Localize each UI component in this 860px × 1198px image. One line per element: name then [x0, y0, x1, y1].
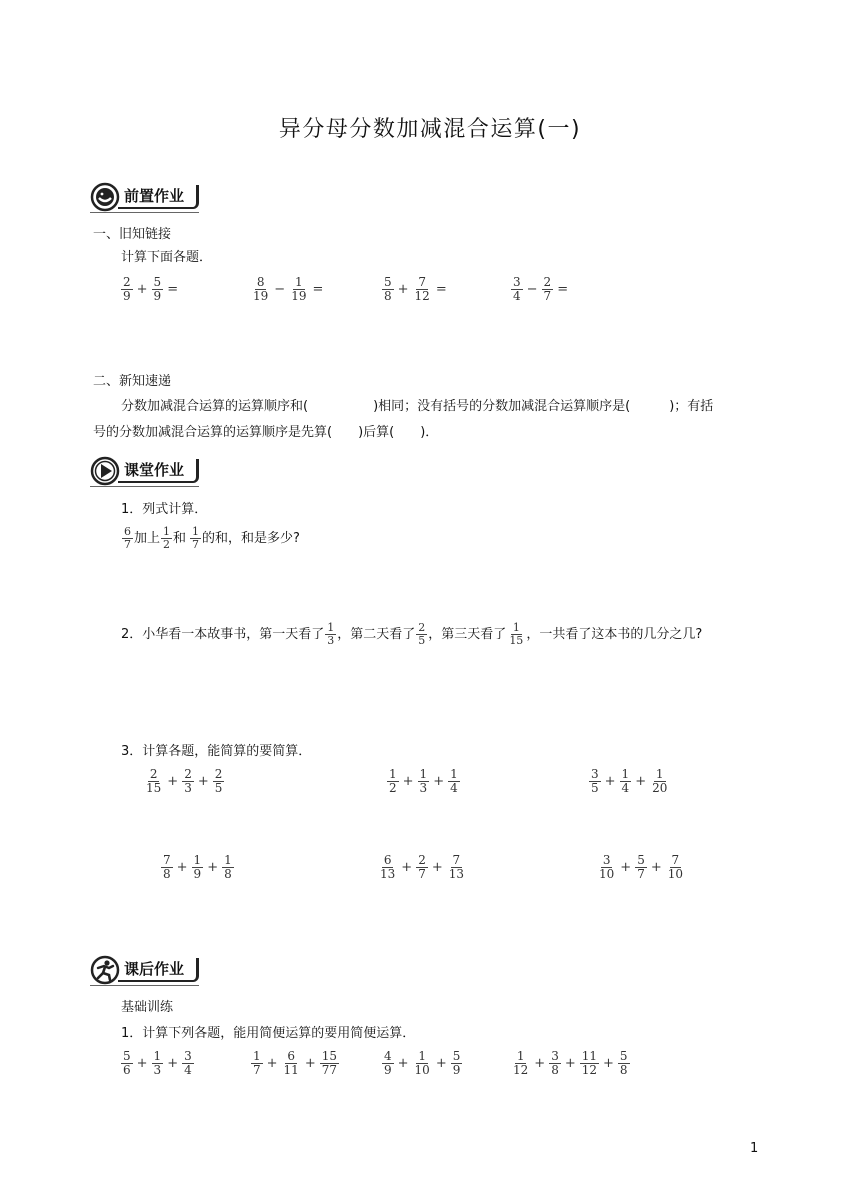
section-label-class: 课堂作业 — [118, 459, 199, 483]
denominator: 6 — [123, 1063, 131, 1077]
denominator: 12 — [414, 289, 430, 303]
numerator: 5 — [123, 1049, 131, 1063]
pre-expression — [381, 276, 450, 303]
class-q3-expression — [160, 854, 235, 881]
operator: + — [167, 1056, 179, 1071]
q2-text: 2．小华看一本故事书，第一天看了 — [121, 626, 325, 642]
equals-sign: = — [557, 282, 569, 297]
runner-icon — [90, 955, 120, 985]
denominator: 7 — [418, 867, 426, 881]
fraction: $\frac{1}{15}$ — [509, 621, 524, 647]
numerator: 1 — [419, 767, 428, 781]
pre-expression — [120, 276, 181, 303]
numerator: 1 — [295, 275, 303, 289]
operator: + — [604, 774, 616, 789]
denominator: 5 — [214, 781, 223, 795]
denominator: 19 — [291, 289, 307, 303]
operator: + — [304, 1056, 316, 1071]
section-header-class — [90, 456, 199, 486]
part2-line2: 号的分数加减混合运算的运算顺序是先算( )后算( )． — [93, 425, 439, 440]
fraction — [320, 1050, 339, 1077]
numerator: 5 — [637, 853, 645, 867]
operator: + — [197, 774, 209, 789]
denominator: 10 — [599, 867, 615, 881]
numerator: 1 — [153, 1049, 162, 1063]
denominator: 9 — [384, 1063, 392, 1077]
numerator: 7 — [418, 275, 426, 289]
numerator: 3 — [513, 275, 521, 289]
denominator: 19 — [253, 289, 269, 303]
fraction — [121, 1050, 133, 1077]
operator: + — [402, 774, 414, 789]
class-q3-expression — [143, 768, 225, 795]
fraction: $\frac{1}{3}$ — [327, 621, 335, 647]
operator: + — [564, 1056, 576, 1071]
operator: + — [620, 860, 632, 875]
numerator: 6 — [287, 1049, 295, 1063]
fraction — [542, 276, 554, 303]
numerator: 6 — [383, 853, 392, 867]
numerator: 7 — [163, 853, 171, 867]
numerator: 8 — [256, 275, 265, 289]
smile-icon — [90, 182, 120, 212]
denominator: 13 — [448, 867, 465, 881]
fraction — [144, 768, 163, 795]
fraction — [182, 1050, 194, 1077]
fraction — [549, 1050, 561, 1077]
section-header-pre — [90, 182, 199, 212]
fraction — [416, 854, 428, 881]
numerator: 1 — [516, 1049, 525, 1063]
operator: + — [603, 1056, 614, 1071]
numerator: 15 — [321, 1049, 338, 1063]
numerator: 1 — [389, 767, 397, 781]
fraction — [447, 854, 466, 881]
denominator: 4 — [621, 781, 630, 795]
denominator: 20 — [652, 781, 668, 795]
operator: + — [435, 1056, 447, 1071]
fraction — [620, 768, 632, 795]
denominator: 8 — [163, 867, 171, 881]
denominator: 4 — [450, 781, 458, 795]
denominator: 3 — [419, 781, 428, 795]
denominator: 8 — [619, 1063, 628, 1077]
class-q1-label: 1．列式计算． — [121, 502, 208, 517]
fraction — [589, 768, 601, 795]
denominator: 7 — [543, 289, 552, 303]
denominator: 8 — [551, 1063, 559, 1077]
numerator: 5 — [619, 1049, 628, 1063]
q2-text: ，一共看了这本书的几分之几? — [526, 626, 703, 642]
denominator: 77 — [321, 1063, 338, 1077]
class-q1-body — [121, 526, 300, 551]
play-icon — [90, 456, 120, 486]
fraction — [413, 1050, 432, 1077]
denominator: 10 — [414, 1063, 430, 1077]
denominator: 9 — [193, 867, 202, 881]
fraction — [451, 1050, 463, 1077]
operator: + — [266, 1056, 278, 1071]
denominator: 9 — [452, 1063, 461, 1077]
operator: + — [167, 774, 179, 789]
part2-line1: 分数加减混合运算的运算顺序和( )相同；没有括号的分数加减混合运算顺序是( )；有括 — [121, 399, 714, 414]
numerator: 11 — [581, 1049, 598, 1063]
denominator: 13 — [380, 867, 396, 881]
fraction — [618, 1050, 630, 1077]
q1-text: 和 — [173, 530, 187, 546]
fraction — [418, 768, 430, 795]
part2-heading: 二、新知速递 — [93, 374, 172, 389]
denominator: 10 — [667, 867, 684, 881]
operator: + — [401, 860, 413, 875]
denominator: 11 — [283, 1063, 299, 1077]
fraction — [511, 1050, 530, 1077]
numerator: 5 — [153, 275, 162, 289]
fraction — [650, 768, 669, 795]
operator: + — [635, 774, 647, 789]
fraction — [413, 276, 432, 303]
equals-sign: = — [167, 282, 179, 297]
numerator: 3 — [602, 853, 611, 867]
pre-expression — [250, 276, 326, 303]
denominator: 12 — [513, 1063, 529, 1077]
numerator: 1 — [655, 767, 664, 781]
q1-text: 的和，和是多少? — [202, 530, 300, 546]
numerator: 3 — [551, 1049, 559, 1063]
denominator: 12 — [581, 1063, 598, 1077]
fraction — [511, 276, 523, 303]
operator: + — [534, 1056, 546, 1071]
numerator: 7 — [671, 853, 680, 867]
section-label-pre: 前置作业 — [118, 185, 199, 209]
fraction — [448, 768, 460, 795]
denominator: 8 — [224, 867, 232, 881]
numerator: 1 — [253, 1049, 261, 1063]
fraction — [152, 276, 164, 303]
fraction — [251, 276, 270, 303]
denominator: 5 — [591, 781, 599, 795]
numerator: 2 — [543, 275, 552, 289]
denominator: 2 — [389, 781, 397, 795]
fraction — [213, 768, 225, 795]
operator: − — [526, 282, 538, 297]
denominator: 7 — [637, 867, 645, 881]
fraction — [121, 276, 133, 303]
numerator: 3 — [591, 767, 599, 781]
basic-training-label: 基础训练 — [121, 1000, 174, 1015]
fraction — [378, 854, 397, 881]
fraction — [597, 854, 616, 881]
fraction — [580, 1050, 599, 1077]
numerator: 5 — [384, 275, 392, 289]
q2-text: ，第三天看了 — [428, 626, 507, 642]
operator: + — [431, 860, 443, 875]
denominator: 3 — [184, 781, 192, 795]
operator: + — [176, 860, 188, 875]
denominator: 3 — [153, 1063, 162, 1077]
section-label-after: 课后作业 — [118, 958, 199, 982]
denominator: 7 — [253, 1063, 261, 1077]
fraction — [387, 768, 399, 795]
denominator: 9 — [153, 289, 162, 303]
part1-heading: 一、旧知链接 — [93, 227, 172, 242]
denominator: 4 — [513, 289, 521, 303]
class-q3-expression — [386, 768, 461, 795]
fraction: $\frac{1}{2}$ — [163, 525, 171, 551]
page-number: 1 — [750, 1141, 759, 1156]
q2-text: ，第二天看了 — [337, 626, 416, 642]
class-q2 — [121, 622, 702, 647]
class-q3-label: 3．计算各题，能简算的要简算． — [121, 744, 312, 759]
section-header-after — [90, 955, 199, 985]
equals-sign: = — [435, 282, 447, 297]
fraction: $\frac{1}{7}$ — [192, 525, 200, 551]
fraction — [161, 854, 173, 881]
numerator: 1 — [193, 853, 202, 867]
class-q3-expression — [588, 768, 670, 795]
denominator: 8 — [384, 289, 392, 303]
homework-q1-label: 1．计算下列各题，能用简便运算的要用简便运算． — [121, 1026, 416, 1041]
numerator: 2 — [214, 767, 223, 781]
numerator: 1 — [224, 853, 232, 867]
fraction: $\frac{6}{7}$ — [124, 525, 131, 551]
fraction — [666, 854, 685, 881]
fraction — [635, 854, 647, 881]
operator: + — [136, 1056, 148, 1071]
fraction — [282, 1050, 301, 1077]
numerator: 2 — [418, 853, 426, 867]
equals-sign: = — [312, 282, 324, 297]
operator: + — [397, 282, 409, 297]
homework-expression — [120, 1050, 195, 1077]
numerator: 1 — [418, 1049, 426, 1063]
fraction — [182, 768, 194, 795]
fraction: $\frac{2}{5}$ — [418, 621, 426, 647]
fraction — [382, 276, 394, 303]
denominator: 4 — [184, 1063, 192, 1077]
q1-text: 加上 — [134, 530, 161, 546]
numerator: 3 — [184, 1049, 192, 1063]
homework-expression — [510, 1050, 631, 1077]
fraction — [251, 1050, 263, 1077]
numerator: 1 — [450, 767, 458, 781]
operator: + — [136, 282, 148, 297]
homework-expression — [381, 1050, 463, 1077]
denominator: 15 — [146, 781, 162, 795]
denominator: 9 — [123, 289, 131, 303]
numerator: 2 — [123, 275, 131, 289]
pre-expression — [510, 276, 571, 303]
class-q3-expression — [596, 854, 686, 881]
fraction — [222, 854, 234, 881]
numerator: 5 — [452, 1049, 461, 1063]
fraction — [152, 1050, 164, 1077]
part1-instruction: 计算下面各题． — [121, 250, 213, 265]
operator: + — [207, 860, 219, 875]
operator: + — [433, 774, 445, 789]
fraction — [192, 854, 204, 881]
operator: − — [274, 282, 286, 297]
numerator: 4 — [384, 1049, 392, 1063]
numerator: 1 — [621, 767, 630, 781]
numerator: 7 — [452, 853, 461, 867]
homework-expression — [250, 1050, 340, 1077]
fraction — [289, 276, 308, 303]
class-q3-expression — [377, 854, 467, 881]
numerator: 2 — [149, 767, 158, 781]
operator: + — [650, 860, 662, 875]
numerator: 2 — [184, 767, 192, 781]
fraction — [382, 1050, 394, 1077]
page-title: 异分母分数加减混合运算(一) — [278, 117, 582, 142]
operator: + — [397, 1056, 409, 1071]
